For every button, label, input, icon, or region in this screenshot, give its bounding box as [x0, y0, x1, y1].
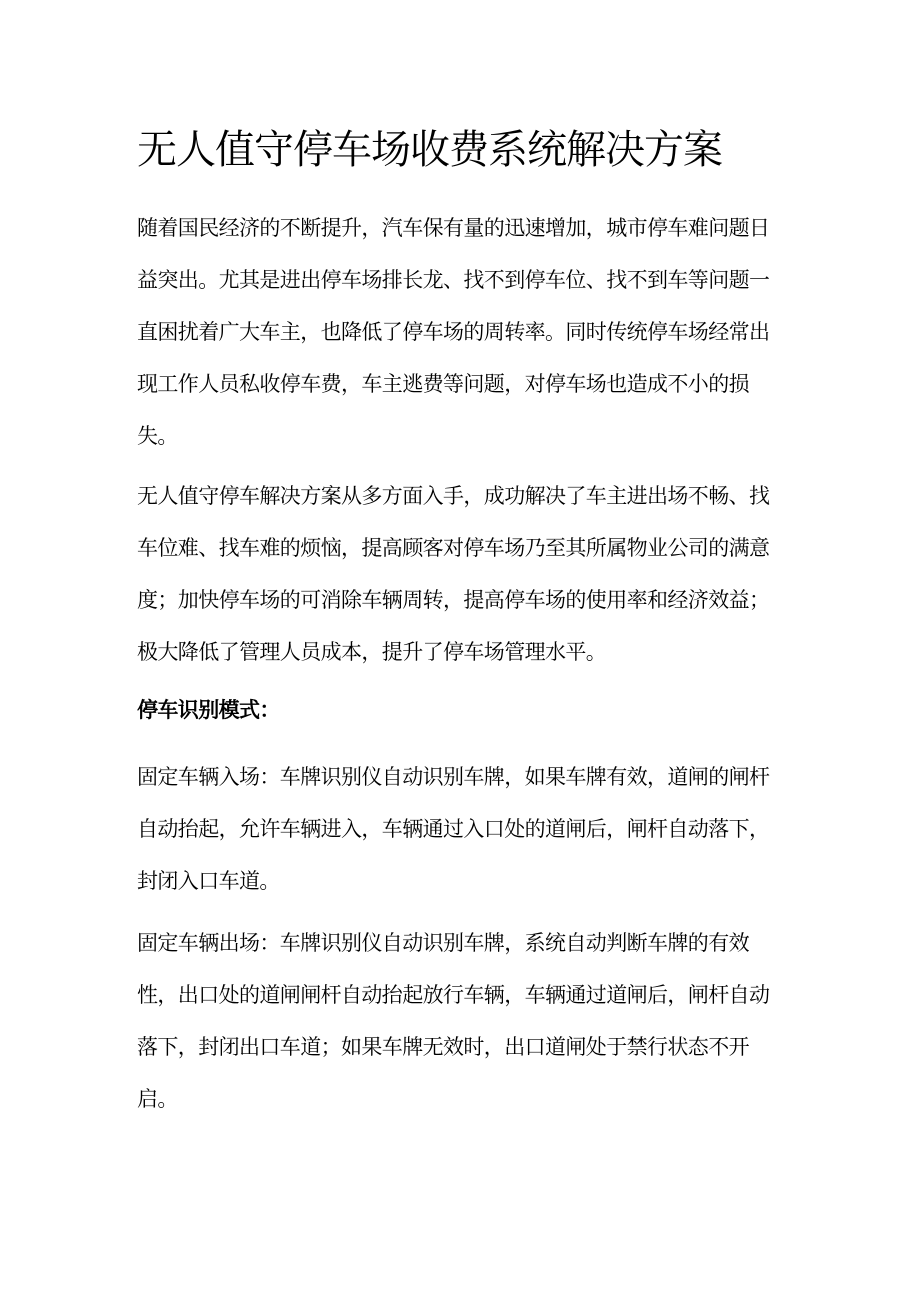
document-title: 无人值守停车场收费系统解决方案 — [137, 127, 722, 173]
section-heading: 停车识别模式： — [137, 698, 280, 722]
intro-paragraph: 随着国民经济的不断提升，汽车保有量的迅速增加，城市停车难问题日益突出。尤其是进出停车场排长龙、找不到停车位、找不到车等问题一直困扰着广大车主，也降低了停车场的周转率。同时传统停车场经常出现工作人员私收停车费，车主逃费等问题，对停车场也造成不小的损失。 — [137, 216, 770, 448]
entry-mode-paragraph: 固定车辆入场：车牌识别仪自动识别车牌，如果车牌有效，道闸的闸杆自动抬起，允许车辆进入，车辆通过入口处的道闸后，闸杆自动落下，封闭入口车道。 — [137, 765, 770, 893]
exit-mode-paragraph: 固定车辆出场：车牌识别仪自动识别车牌，系统自动判断车牌的有效性，出口处的道闸闸杆自动抬起放行车辆，车辆通过道闸后，闸杆自动落下，封闭出口车道；如果车牌无效时，出口道闸处于禁行状态不开启。 — [137, 931, 770, 1111]
solution-paragraph: 无人值守停车解决方案从多方面入手，成功解决了车主进出场不畅、找车位难、找车难的烦恼，提高顾客对停车场乃至其所属物业公司的满意度；加快停车场的可消除车辆周转，提高停车场的使用率和经济效益；极大降低了管理人员成本，提升了停车场管理水平。 — [137, 484, 770, 664]
